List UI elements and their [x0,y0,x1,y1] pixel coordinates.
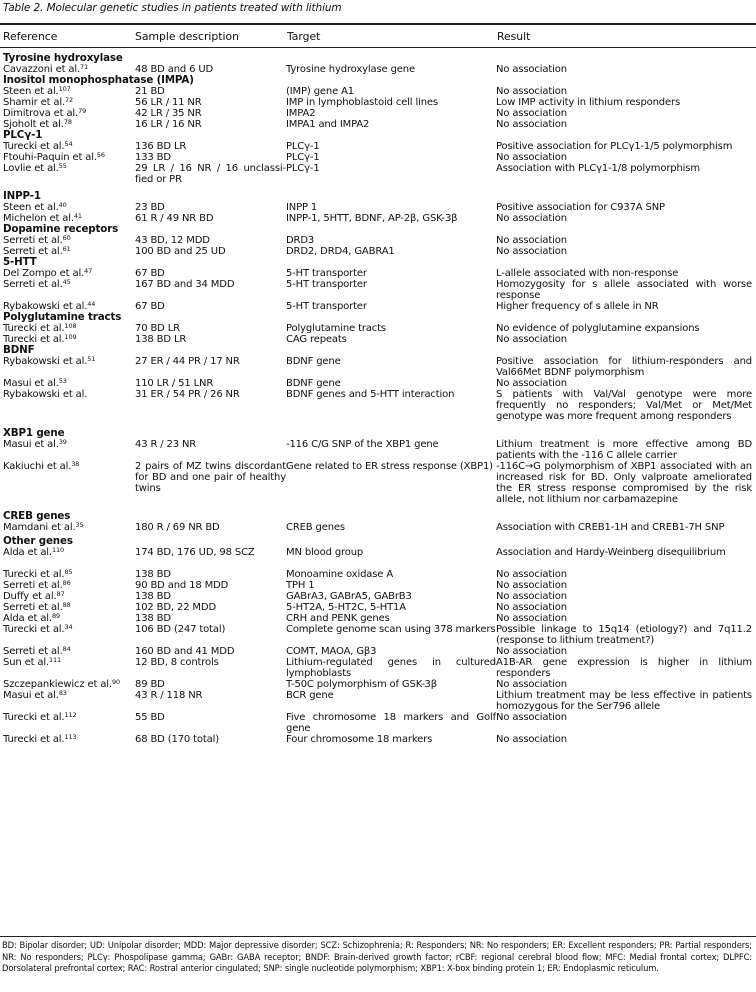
result-cell: No association [496,679,567,690]
target-cell: TPH 1 [286,580,315,591]
citation-number: 84 [62,646,71,653]
target-cell: PLCγ-1 [286,163,320,174]
reference-cell [0,602,134,613]
citation-number: 72 [65,97,73,104]
table-row [0,86,756,97]
reference-text: Alda et al. [3,613,52,624]
citation-number: 44 [87,301,96,308]
table-row [0,378,756,389]
header-rule [0,47,756,48]
reference-text: Rybakowski et al. [3,301,88,312]
result-cell: No association [496,213,567,224]
reference-cell [0,268,134,279]
section-heading [0,53,756,64]
table-row [0,461,756,505]
result-cell: No association [496,613,567,624]
citation-number: 51 [87,356,96,363]
result-cell: Association with PLCγ1-1/8 polymorphism [496,163,700,174]
reference-cell [0,389,134,422]
sample-cell: 23 BD [135,202,165,213]
target-cell: DRD2, DRD4, GABRA1 [286,246,395,257]
section-title: Tyrosine hydroxylase [3,52,123,64]
citation-number: 45 [62,279,71,286]
reference-text: Steen et al. [3,202,59,213]
reference-cell [0,323,134,334]
target-cell: Polyglutamine tracts [286,323,386,334]
sample-cell: 133 BD [135,152,171,163]
reference-text: Masui et al. [3,378,59,389]
header-result: Result [497,30,531,43]
table-row [0,246,756,257]
reference-cell [0,108,134,119]
reference-text: Serreti et al. [3,279,63,290]
sample-cell: 31 ER / 54 PR / 26 NR [135,389,240,400]
citation-number: 54 [64,141,73,148]
citation-number: 107 [58,86,71,93]
reference-text: Serreti et al. [3,646,63,657]
table-row [0,235,756,246]
reference-text: Dimitrova et al. [3,108,79,119]
reference-text: Kakiuchi et al. [3,461,72,472]
target-cell: T-50C polymorphism of GSK-3β [286,679,437,690]
header-target: Target [287,30,321,43]
target-cell: (IMP) gene A1 [286,86,355,97]
citation-number: 39 [58,439,67,446]
result-cell: Lithium treatment is more effective among BD patients with the -116 C allele carrier [496,439,752,461]
sample-cell: 67 BD [135,268,165,279]
reference-text: Ftouhi-Paquin et al. [3,152,97,163]
result-cell: Positive association for C937A SNP [496,202,665,213]
sample-cell: 55 BD [135,712,165,723]
citation-number: 56 [96,152,105,159]
reference-text: Lovlie et al. [3,163,59,174]
table-row [0,657,756,679]
reference-cell [0,141,134,152]
target-cell: BDNF genes and 5-HTT interaction [286,389,455,400]
table-row [0,646,756,657]
sample-cell: 136 BD LR [135,141,187,152]
reference-text: Serreti et al. [3,602,63,613]
reference-text: Szczepankiewicz et al. [3,679,112,690]
sample-cell: 48 BD and 6 UD [135,64,214,75]
sample-cell: 167 BD and 34 MDD [135,279,235,290]
target-cell: CRH and PENK genes [286,613,390,624]
reference-text: Mamdani et al. [3,522,76,533]
reference-cell [0,569,134,580]
citation-number: 88 [62,602,71,609]
section-heading [0,191,756,202]
section-heading [0,345,756,356]
table-body [0,53,756,745]
target-cell: Lithium-regulated genes in cultured lymphoblasts [286,657,496,679]
table-row [0,334,756,345]
target-cell: DRD3 [286,235,315,246]
sample-cell: 90 BD and 18 MDD [135,580,229,591]
result-cell: No association [496,334,567,345]
sample-cell: 174 BD, 176 UD, 98 SCZ [135,547,255,558]
target-cell: IMPA2 [286,108,316,119]
reference-text: Michelon et al. [3,213,74,224]
table-row [0,690,756,712]
section-title: XBP1 gene [3,427,65,439]
sample-cell: 138 BD [135,591,171,602]
table-row [0,141,756,152]
target-cell: COMT, MAOA, Gβ3 [286,646,377,657]
result-cell: Low IMP activity in lithium responders [496,97,681,108]
section-heading [0,257,756,268]
reference-cell [0,279,134,301]
reference-text: Turecki et al. [3,334,65,345]
target-cell: PLCγ-1 [286,141,320,152]
reference-cell [0,734,134,745]
reference-cell [0,378,134,389]
table-row [0,152,756,163]
table-row [0,712,756,734]
reference-text: Del Zompo et al. [3,268,85,279]
reference-text: Masui et al. [3,439,59,450]
citation-number: 113 [64,734,77,741]
target-cell: 5-HT transporter [286,279,367,290]
reference-text: Sun et al. [3,657,50,668]
result-cell: No association [496,378,567,389]
reference-cell [0,356,134,378]
reference-cell [0,646,134,657]
citation-number: 35 [75,522,84,529]
result-cell: No association [496,152,567,163]
result-cell: No association [496,235,567,246]
target-cell: 5-HT transporter [286,301,367,312]
target-cell: Complete genome scan using 378 markers [286,624,496,635]
result-cell: Possible linkage to 15q14 (etiology?) and 7q11.2 (response to lithium treatment?) [496,624,752,646]
result-cell: Lithium treatment may be less effective in patients homozygous for the Ser796 allele [496,690,752,712]
result-cell: L-allele associated with non-response [496,268,679,279]
reference-text: Serreti et al. [3,246,63,257]
reference-cell [0,679,134,690]
target-cell: BDNF gene [286,378,341,389]
result-cell: A1B-AR gene expression is higher in lithium responders [496,657,752,679]
reference-text: Masui et al. [3,690,59,701]
citation-number: 61 [62,246,71,253]
section-title: BDNF [3,344,35,356]
reference-text: Alda et al. [3,547,52,558]
sample-cell: 61 R / 49 NR BD [135,213,214,224]
sample-cell: 43 R / 23 NR [135,439,197,450]
reference-cell [0,439,134,461]
table-row [0,279,756,301]
reference-cell [0,152,134,163]
citation-number: 78 [63,119,72,126]
reference-cell [0,235,134,246]
table-row [0,323,756,334]
section-title: 5-HTT [3,256,37,268]
sample-cell: 138 BD [135,569,171,580]
table-row [0,356,756,378]
reference-text: Duffy et al. [3,591,57,602]
reference-text: Shamir et al. [3,97,66,108]
result-cell: No association [496,569,567,580]
header-sample-description: Sample description [135,30,239,43]
citation-number: 53 [58,378,67,385]
citation-number: 108 [64,323,77,330]
target-cell: Tyrosine hydroxylase gene [286,64,415,75]
target-cell: BDNF gene [286,356,341,367]
reference-cell [0,591,134,602]
target-cell: 5-HT transporter [286,268,367,279]
table-row [0,613,756,624]
sample-cell: 106 BD (247 total) [135,624,226,635]
citation-number: 79 [78,108,87,115]
table-row [0,439,756,461]
table-row [0,547,756,569]
citation-number: 47 [84,268,93,275]
citation-number: 41 [73,213,82,220]
target-cell: INPP-1, 5HTT, BDNF, AP-2β, GSK-3β [286,213,458,224]
sample-cell: 43 BD, 12 MDD [135,235,210,246]
sample-cell: 29 LR / 16 NR / 16 unclassi-fied or PR [135,163,286,185]
top-rule [0,23,756,25]
reference-text: Sjoholt et al. [3,119,64,130]
result-cell: Homozygosity for s allele associated with worse response [496,279,752,301]
reference-cell [0,522,134,533]
citation-number: 89 [51,613,60,620]
citation-number: 111 [49,657,62,664]
result-cell: No association [496,580,567,591]
reference-text: Rybakowski et al. [3,389,88,400]
reference-text: Steen et al. [3,86,59,97]
reference-cell [0,712,134,734]
result-cell: No association [496,119,567,130]
table-row [0,679,756,690]
reference-text: Cavazzoni et al. [3,64,81,75]
table-row [0,119,756,130]
section-title: Other genes [3,535,73,547]
sample-cell: 12 BD, 8 controls [135,657,219,668]
section-title: INPP-1 [3,190,41,202]
citation-number: 40 [58,202,67,209]
citation-number: 109 [64,334,77,341]
reference-cell [0,461,134,505]
section-heading [0,312,756,323]
table-row [0,202,756,213]
table-row [0,580,756,591]
table-caption: Table 2. Molecular genetic studies in patients treated with lithium [3,2,342,14]
table-row [0,569,756,580]
citation-number: 38 [71,461,80,468]
target-cell: BCR gene [286,690,334,701]
section-heading [0,130,756,141]
section-heading [0,75,756,86]
reference-text: Serreti et al. [3,235,63,246]
table-row [0,108,756,119]
result-cell: Higher frequency of s allele in NR [496,301,659,312]
sample-cell: 100 BD and 25 UD [135,246,226,257]
target-cell: Five chromosome 18 markers and Golf gene [286,712,496,734]
sample-cell: 21 BD [135,86,165,97]
sample-cell: 43 R / 118 NR [135,690,203,701]
target-cell: IMP in lymphoblastoid cell lines [286,97,438,108]
reference-text: Serreti et al. [3,580,63,591]
result-cell: Association with CREB1-1H and CREB1-7H SNP [496,522,725,533]
table-row [0,522,756,533]
section-heading [0,428,756,439]
sample-cell: 67 BD [135,301,165,312]
section-title: Polyglutamine tracts [3,311,122,323]
reference-cell [0,657,134,679]
sample-cell: 180 R / 69 NR BD [135,522,220,533]
result-cell: Positive association for PLCγ1-1/5 polymorphism [496,141,733,152]
sample-cell: 68 BD (170 total) [135,734,220,745]
sample-cell: 70 BD LR [135,323,180,334]
target-cell: Gene related to ER stress response (XBP1) [286,461,493,472]
reference-text: Turecki et al. [3,624,65,635]
sample-cell: 138 BD LR [135,334,187,345]
table-footnote: BD: Bipolar disorder; UD: Unipolar disorder; MDD: Major depressive disorder; SCZ: Schizophrenia; R: Responders; NR: No responders; ER: Excellent responders; PR: Partial responders; NR: No responders; PLCγ: Phospolipase gamma; GABr: GABA receptor; BNDF: Brain-derived growth factor; rCBF: regional cerebral blood flow; MFC: Medial frontal cortex; DLPFC: Dorsolateral prefrontal cortex; RAC: Rostral anterior cingulated; SNP: single nucleotide polymorphism; XBP1: X-box binding protein 1; ER: Endoplasmic reticulum. [2,940,752,973]
reference-cell [0,613,134,624]
reference-cell [0,690,134,712]
result-cell: No association [496,64,567,75]
reference-cell [0,202,134,213]
citation-number: 55 [58,163,67,170]
target-cell: GABrA3, GABrA5, GABrB3 [286,591,412,602]
target-cell: Monoamine oxidase A [286,569,394,580]
target-cell: INPP 1 [286,202,318,213]
citation-number: 34 [64,624,73,631]
citation-number: 83 [58,690,67,697]
reference-cell [0,163,134,185]
reference-text: Turecki et al. [3,323,65,334]
target-cell: Four chromosome 18 markers [286,734,433,745]
section-heading [0,536,756,547]
reference-text: Turecki et al. [3,712,65,723]
sample-cell: 56 LR / 11 NR [135,97,202,108]
result-cell: -116C→G polymorphism of XBP1 associated with an increased risk for BD. Only valproate ameliorated the ER stress response compromised by the risk allele, not lithium nor carbamazepine [496,461,752,505]
reference-cell [0,97,134,108]
target-cell: PLCγ-1 [286,152,320,163]
result-cell: No association [496,591,567,602]
target-cell: CAG repeats [286,334,347,345]
result-cell: No association [496,108,567,119]
section-heading [0,511,756,522]
section-heading [0,224,756,235]
table-row [0,602,756,613]
citation-number: 86 [62,580,71,587]
table-row [0,389,756,422]
target-cell: CREB genes [286,522,345,533]
citation-number: 85 [64,569,73,576]
target-cell: 5-HT2A, 5-HT2C, 5-HT1A [286,602,406,613]
sample-cell: 27 ER / 44 PR / 17 NR [135,356,240,367]
bottom-rule [0,936,756,937]
target-cell: IMPA1 and IMPA2 [286,119,370,130]
section-title: PLCγ-1 [3,129,43,141]
sample-cell: 42 LR / 35 NR [135,108,202,119]
citation-number: 87 [56,591,65,598]
sample-cell: 160 BD and 41 MDD [135,646,235,657]
reference-cell [0,86,134,97]
citation-number: 60 [62,235,71,242]
sample-cell: 89 BD [135,679,165,690]
reference-text: Rybakowski et al. [3,356,88,367]
section-title: CREB genes [3,510,71,522]
sample-cell: 138 BD [135,613,171,624]
table-row [0,591,756,602]
sample-cell: 16 LR / 16 NR [135,119,202,130]
target-cell: -116 C/G SNP of the XBP1 gene [286,439,439,450]
reference-text: Turecki et al. [3,141,65,152]
result-cell: No association [496,246,567,257]
reference-cell [0,624,134,646]
result-cell: No association [496,646,567,657]
header-reference: Reference [3,30,58,43]
result-cell: Association and Hardy-Weinberg disequilibrium [496,547,726,558]
result-cell: No association [496,602,567,613]
section-title: Dopamine receptors [3,223,119,235]
result-cell: No evidence of polyglutamine expansions [496,323,700,334]
result-cell: No association [496,712,567,723]
target-cell: MN blood group [286,547,364,558]
citation-number: 71 [80,64,88,71]
table-row [0,734,756,745]
result-cell: No association [496,734,567,745]
sample-cell: 2 pairs of MZ twins discordant for BD and one pair of healthy twins [135,461,286,494]
result-cell: S patients with Val/Val genotype were more frequently no responders; Val/Met or Met/Met genotype was more frequent among responders [496,389,752,422]
table-row [0,624,756,646]
table-row [0,268,756,279]
table-row [0,97,756,108]
reference-cell [0,580,134,591]
table-row [0,163,756,185]
result-cell: No association [496,86,567,97]
citation-number: 110 [51,547,64,554]
section-title: Inositol monophosphatase (IMPA) [3,74,194,86]
reference-cell [0,547,134,569]
reference-text: Turecki et al. [3,734,65,745]
sample-cell: 102 BD, 22 MDD [135,602,217,613]
reference-text: Turecki et al. [3,569,65,580]
citation-number: 90 [111,679,120,686]
citation-number: 112 [64,712,77,719]
sample-cell: 110 LR / 51 LNR [135,378,214,389]
result-cell: Positive association for lithium-responders and Val66Met BDNF polymorphism [496,356,752,378]
